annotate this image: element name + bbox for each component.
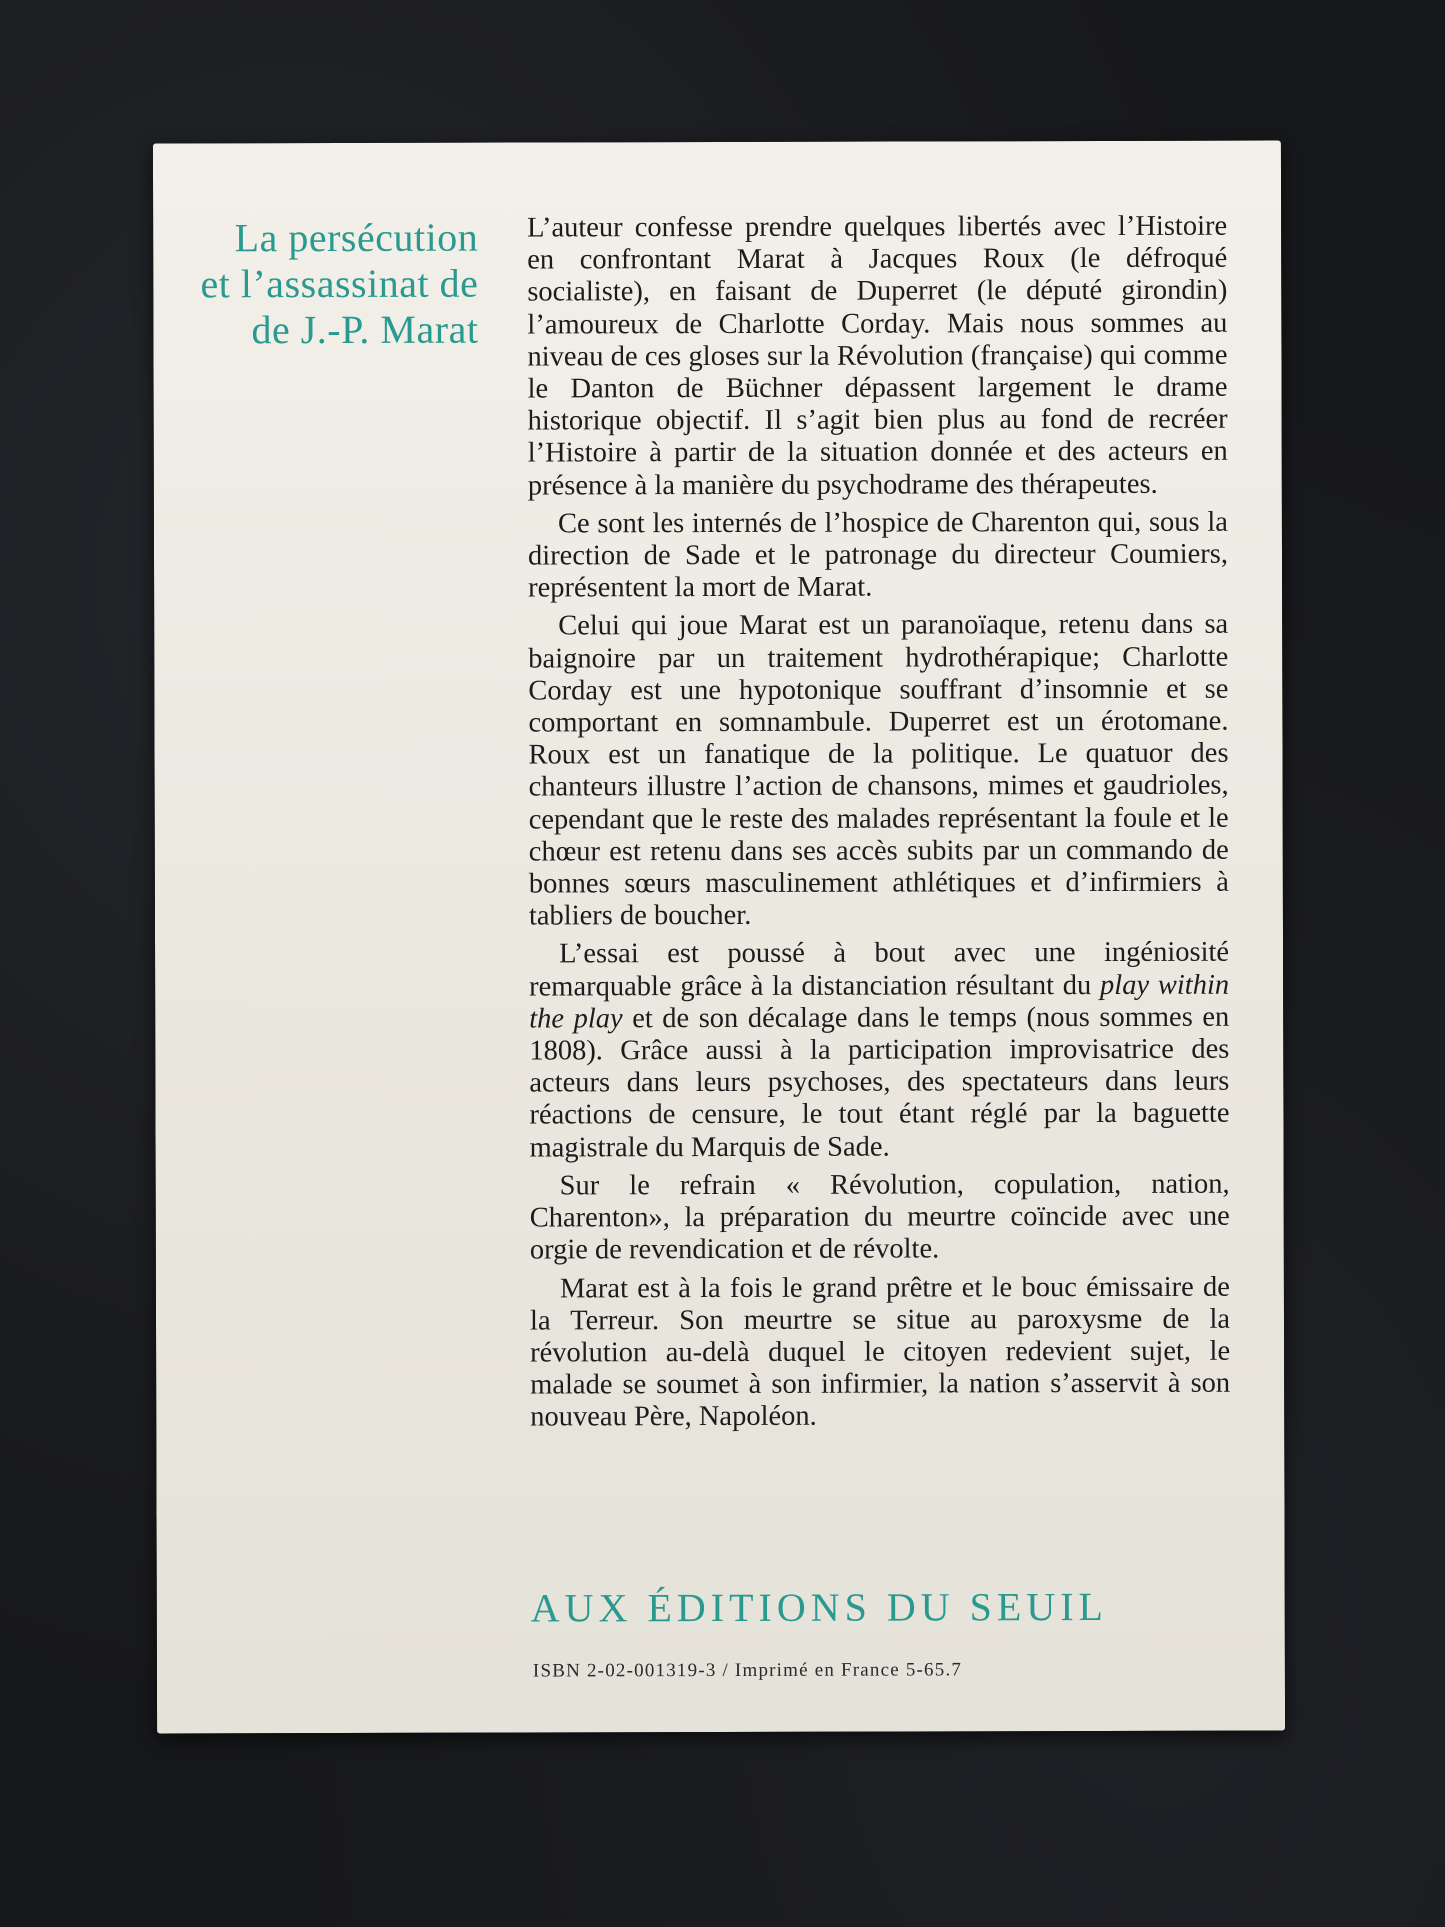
blurb-paragraph: L’auteur confesse prendre quelques libertés avec l’Histoire en confrontant Marat à Jacques Roux (le défroqué socialiste), en faisant de Duperret (le député girondin) l’amoureux de Charlotte Corday. Mais nous sommes au niveau de ces gloses sur la Révolution (française) qui comme le Danton de Büchner dépassent largement le drame historique objectif. Il s’agit bien plus au fond de recréer l’Histoire à partir de la situation donnée et des acteurs en présence à la manière du psychodrame des thérapeutes.	[527, 210, 1228, 502]
title-line: et l’assassinat de	[200, 260, 479, 307]
blurb-text	[527, 211, 1230, 1440]
blurb-paragraph: Sur le refrain « Révolution, copulation, nation, Charenton», la préparation du meurtre coïncide avec une orgie de revendication et de révolte.	[529, 1168, 1230, 1266]
blurb-paragraph: Celui qui joue Marat est un paranoïaque, retenu dans sa baignoire par un traitement hydrothérapique; Charlotte Corday est une hypotonique souffrant d’insomnie et se comportant en somnambule. Duperret est un érotomane. Roux est un fanatique de la politique. Le quatuor des chanteurs illustre l’action de chansons, mimes et gaudrioles, cependant que le reste des malades représentant la foule et le chœur est retenu dans ses accès subits par un commando de bonnes sœurs masculinement athlétiques et d’infirmiers à tabliers de boucher.	[528, 609, 1229, 932]
blurb-paragraph: Ce sont les internés de l’hospice de Charenton qui, sous la direction de Sade et le patronage du directeur Coumiers, représentent la mort de Marat.	[527, 506, 1229, 604]
isbn-line: ISBN 2-02-001319-3 / Imprimé en France 5-65.7	[532, 1659, 963, 1682]
publisher-name: AUX ÉDITIONS DU SEUIL	[530, 1583, 1108, 1631]
title-line: de J.-P. Marat	[251, 306, 479, 353]
title-line: La persécution	[234, 214, 479, 261]
book-back-cover	[153, 141, 1285, 1734]
book-title	[173, 215, 478, 354]
blurb-paragraph: Marat est à la fois le grand prêtre et le bouc émissaire de la Terreur. Son meurtre se situe au paroxysme de la révolution au-delà duquel le citoyen redevient sujet, le malade se soumet à son infirmier, la nation s’asservit à son nouveau Père, Napoléon.	[529, 1271, 1231, 1433]
blurb-paragraph: L’essai est poussé à bout avec une ingéniosité remarquable grâce à la distanciation résultant du play within the play et de son décalage dans le temps (nous sommes en 1808). Grâce aussi à la participation improvisatrice des acteurs dans leurs psychoses, des spectateurs dans leurs réactions de censure, le tout étant réglé par la baguette magistrale du Marquis de Sade.	[529, 937, 1230, 1164]
